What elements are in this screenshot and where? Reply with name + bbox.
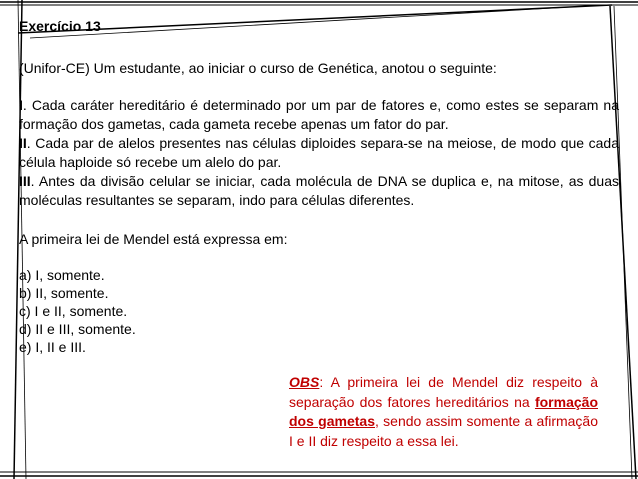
option-d: d) II e III, somente. [19,321,136,337]
exercise-intro: (Unifor-CE) Um estudante, ao iniciar o curso de Genética, anotou o seguinte: [19,60,497,76]
option-a: a) I, somente. [19,267,105,283]
statement-2-number: II [19,135,27,151]
statement-2 [19,134,619,172]
statement-3-number: III [19,173,31,189]
statement-3 [19,172,619,210]
obs-text-after: , sendo assim somente a afirmação I e II diz respeito a essa lei. [289,413,598,449]
statement-2-text: . Cada par de alelos presentes nas células diploides separa-se na meiose, de modo que cada célula haploide só recebe um alelo do par. [19,135,619,170]
obs-label: OBS [289,374,320,390]
statement-1-number: I [19,97,23,113]
option-c: c) I e II, somente. [19,303,128,319]
statement-1-text: . Cada caráter hereditário é determinado por um par de fatores e, como estes se separam na formação dos gametas, cada gameta recebe apenas um fator do par. [19,97,619,132]
obs-emphasis: formação dos gametas [289,393,598,429]
option-e: e) I, II e III. [19,339,86,355]
question-prompt: A primeira lei de Mendel está expressa em: [19,231,288,247]
option-b: b) II, somente. [19,285,109,301]
obs-note [289,373,598,451]
obs-text-before: : A primeira lei de Mendel diz respeito à separação dos fatores hereditários na [289,374,598,410]
statement-1 [19,96,619,134]
statement-3-text: . Antes da divisão celular se iniciar, cada molécula de DNA se duplica e, na mitose, as duas moléculas resultantes se separam, indo para células diferentes. [19,173,619,208]
exercise-title: Exercício 13 [19,18,101,34]
